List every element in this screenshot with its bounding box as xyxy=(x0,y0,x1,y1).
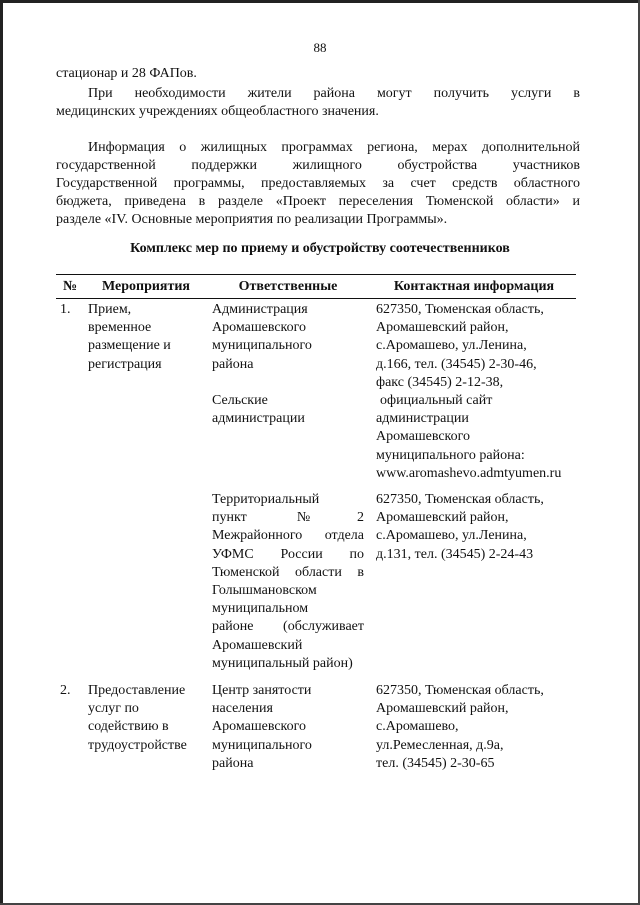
text-line: района xyxy=(212,755,254,771)
text-line: размещение и xyxy=(88,338,171,354)
row-number: 1. xyxy=(60,302,71,317)
text-line: 627350, Тюменская область, xyxy=(376,492,544,507)
page-number: 88 xyxy=(313,40,327,55)
text-line: Предоставление xyxy=(88,683,186,698)
text-line: Государственной программы, предоставляемых за счет средств областного xyxy=(56,176,580,191)
table-header-number: № xyxy=(62,279,78,294)
text-line: государственной поддержки жилищного обустройства участников xyxy=(56,158,580,173)
text-line: бюджета, приведена в разделе «Проект переселения Тюменской области» и xyxy=(56,194,580,209)
text-line: Аромашевский район, xyxy=(376,320,509,336)
row-event xyxy=(88,682,203,755)
row-responsible xyxy=(212,491,364,673)
text-line: регистрация xyxy=(88,356,162,372)
text-line: разделе «IV. Основные мероприятия по реализации Программы». xyxy=(56,212,448,227)
scan-border-left xyxy=(0,0,3,905)
row-number: 2. xyxy=(60,683,71,698)
text-line: Аромашевский район, xyxy=(376,510,509,526)
text-line: Аромашевского xyxy=(212,320,307,336)
text-line: Аромашевского xyxy=(212,719,307,735)
text-line: д.166, тел. (34545) 2-30-46, xyxy=(376,356,537,372)
table-header-events: Мероприятия xyxy=(101,279,191,294)
text-line: с.Аромашево, xyxy=(376,719,459,735)
text-line: с.Аромашево, ул.Ленина, xyxy=(376,528,527,544)
text-line: официальный сайт xyxy=(380,393,493,409)
scan-border-top xyxy=(0,0,640,3)
blank-line xyxy=(212,374,364,392)
website-text: www.aromashevo.admtyumen.ru xyxy=(376,465,562,481)
table-header-responsible: Ответственные xyxy=(238,279,338,294)
text-line: муниципальный район) xyxy=(212,655,353,671)
text-line: администрации xyxy=(376,411,469,427)
text-line: Голышмановском xyxy=(212,583,317,599)
text-line: районе (обслуживает xyxy=(212,619,364,635)
text-line: пункт №2 xyxy=(212,510,364,526)
text-line: При необходимости жители района могут получить услуги в xyxy=(88,86,580,101)
text-line: с.Аромашево, ул.Ленина, xyxy=(376,338,527,354)
text-line: муниципальном xyxy=(212,601,309,617)
table-top-rule xyxy=(56,274,576,275)
section-title: Комплекс мер по приему и обустройству соотечественников xyxy=(130,241,510,256)
row-responsible xyxy=(212,301,364,428)
text-line: 627350, Тюменская область, xyxy=(376,302,544,317)
text-line: д.131, тел. (34545) 2-24-43 xyxy=(376,546,534,562)
row-contact xyxy=(376,491,581,564)
text-line: населения xyxy=(212,701,273,717)
text-line: 627350, Тюменская область, xyxy=(376,683,544,698)
text-line: Информация о жилищных программах региона, мерах дополнительной xyxy=(88,140,580,155)
text-line: Тюменской области в xyxy=(212,564,364,580)
text-line: трудоустройстве xyxy=(88,737,187,753)
text-line: района xyxy=(212,356,254,372)
text-line: Аромашевский район, xyxy=(376,701,509,717)
text-line: Прием, xyxy=(88,302,132,317)
text-line: муниципального района: xyxy=(376,447,525,463)
text-line: медицинских учреждениях общеобластного значения. xyxy=(56,104,379,119)
table-header-rule xyxy=(56,298,576,299)
text-line: Сельские xyxy=(212,392,268,408)
intro-line: стационар и 28 ФАПов. xyxy=(56,66,197,81)
text-line: тел. (34545) 2-30-65 xyxy=(376,755,495,771)
text-line: Межрайонного отдела xyxy=(212,528,364,544)
text-line: муниципального xyxy=(212,737,312,753)
intro-paragraph-housing xyxy=(56,139,580,229)
row-contact xyxy=(376,301,581,483)
text-line: Территориальный xyxy=(212,492,320,507)
text-line: администрации xyxy=(212,411,305,427)
text-line: временное xyxy=(88,320,152,336)
text-line: Центр занятости xyxy=(212,683,312,698)
text-line: услуг по xyxy=(88,701,139,717)
text-line: Аромашевский xyxy=(212,637,303,653)
row-responsible xyxy=(212,682,364,773)
intro-paragraph-services xyxy=(56,85,580,121)
text-line: Администрация xyxy=(212,302,308,317)
text-line: факс (34545) 2-12-38, xyxy=(376,374,504,390)
text-line: содействию в xyxy=(88,719,169,735)
text-line: ул.Ремесленная, д.9а, xyxy=(376,737,504,753)
text-line: муниципального xyxy=(212,338,312,354)
text-line: УФМС России по xyxy=(212,546,364,562)
table-header-contacts: Контактная информация xyxy=(393,279,555,294)
row-event xyxy=(88,301,203,374)
text-line: Аромашевского xyxy=(376,429,471,445)
row-contact xyxy=(376,682,581,773)
